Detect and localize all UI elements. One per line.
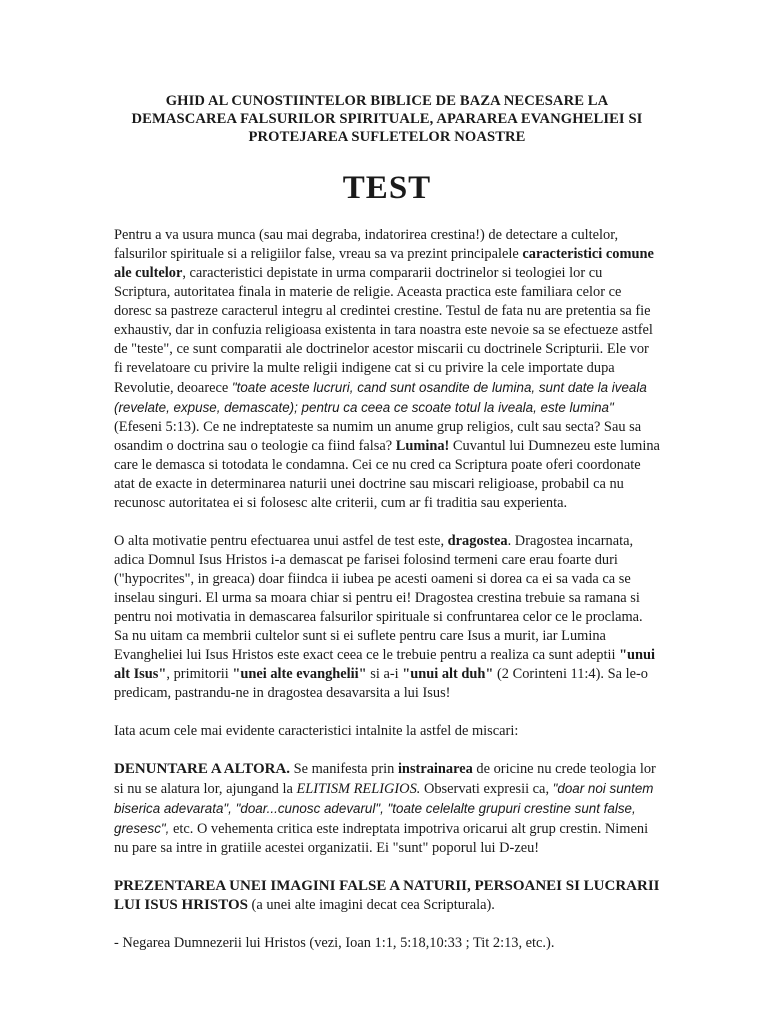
paragraph-denuntare: [114, 760, 660, 858]
bold-text: dragostea: [447, 533, 508, 549]
document-title: TEST: [342, 170, 432, 206]
bold-text: "unui alt Isus": [114, 647, 656, 682]
text: Observati expresii ca,: [420, 781, 553, 797]
bold-text: caracteristici comune ale cultelor: [114, 246, 654, 281]
paragraph-intro: [114, 226, 660, 513]
scripture-quote: "toate aceste lucruri, cand sunt osandite de lumina, sunt date la iveala (revelate, expuse, demascate); pentru ca ceea ce scoate totul la iveala, este lumina": [114, 380, 647, 415]
bold-text: "unui alt duh": [402, 666, 494, 682]
quote-text: "doar noi suntem biserica adevarata", "doar...cunosc adevarul", "toate celelalte grupuri crestine sunt false, gresesc",: [114, 781, 654, 836]
section-heading: DENUNTARE A ALTORA.: [114, 761, 291, 777]
section-heading: PREZENTAREA UNEI IMAGINI FALSE A NATURII, PERSOANEI SI LUCRARII LUI ISUS HRISTOS: [114, 878, 660, 913]
text: , primitorii: [166, 666, 233, 682]
text: (Efeseni 5:13). Ce ne indreptateste sa numim un anume grup religios, cult sau secta? Sau sa osandim o doctrina sau o teologie ca fiind falsa?: [114, 419, 642, 454]
document-page: [114, 92, 660, 972]
text: . Dragostea incarnata, adica Domnul Isus Hristos i-a demascat pe farisei folosind termeni care erau foarte duri ("hypocrites", in greaca) doar fiindca ii iubea pe acesti oameni si dorea ca ei sa vada ca se inselau singuri. El urma sa moara chiar si pentru ei! Dragostea crestina trebuie sa ramana si pentru noi motivatia in demascarea falsurilor spirituale si confruntarea celor ce le proclama. Sa nu uitam ca membrii cultelor sunt si ei suflete pentru care Isus a murit, iar Lumina Evangheliei lui Isus Hristos este exact ceea ce le trebuie pentru a realiza ca sunt adeptii: [114, 533, 643, 663]
bold-text: "unei alte evanghelii": [232, 666, 367, 682]
bold-text: instrainarea: [397, 761, 473, 777]
text: (2 Corinteni 11:4). Sa le-o predicam, pastrandu-ne in dragostea desavarsita a lui Isus!: [114, 666, 648, 701]
text: si a-i: [366, 666, 403, 682]
bold-text: Lumina!: [395, 438, 450, 454]
text: (a unei alte imagini decat cea Scripturala).: [247, 897, 495, 913]
paragraph-motivation: [114, 532, 660, 703]
italic-text: ELITISM RELIGIOS.: [296, 781, 421, 797]
text: Pentru a va usura munca (sau mai degraba, indatorirea crestina!) de detectare a cultelor, falsurilor spirituale si a religiilor false, vreau sa va prezint principalele: [114, 227, 619, 262]
document-heading: GHID AL CUNOSTIINTELOR BIBLICE DE BAZA NECESARE LA DEMASCAREA FALSURILOR SPIRITUALE, APARAREA EVANGHELIEI SI PROTEJAREA SUFLETELOR NOASTRE: [131, 93, 643, 145]
text: Se manifesta prin: [290, 761, 398, 777]
paragraph-prezentarea: [114, 877, 660, 915]
text: O alta motivatie pentru efectuarea unui astfel de test este,: [114, 533, 448, 549]
text: etc. O vehementa critica este indreptata impotriva oricarui alt grup crestin. Nimeni nu pare sa intre in gratiile acestei organizatii. Ei "sunt" poporul lui D-zeu!: [114, 821, 649, 856]
text: Cuvantul lui Dumnezeu este lumina care le demasca si totodata le condamna. Cei ce nu cred ca Scriptura poate oferi coordonate atat de exacte in determinarea naturii unei doctrine sau miscari religioase, probabil ca nu recunosc autoritatea ei si folosesc alte criterii, cum ar fi traditia sau experienta.: [114, 438, 660, 511]
text: de oricine nu crede teologia lor si nu se alatura lor, ajungand la: [114, 761, 656, 797]
text: , caracteristici depistate in urma compararii doctrinelor si teologiei lor cu Scriptura, autoritatea finala in materie de religie. Aceasta practica este familiara celor ce doresc sa pastreze caracterul integru al credintei crestine. Testul de fata nu are pretentia sa fie exhaustiv, dar in confuzia religioasa existenta in tara noastra este nevoie sa se efectueze astfel de "teste", ce sunt comparatii ale doctrinelor acestor miscarii cu doctrinele Scripturii. Ele vor fi revelatoare cu privire la multe religii indigene cat si cu privire la cele importate dupa Revolutie, deoarece: [114, 265, 653, 396]
paragraph-intro-list: Iata acum cele mai evidente caracteristici intalnite la astfel de miscari:: [114, 723, 519, 739]
list-item: - Negarea Dumnezerii lui Hristos (vezi, Ioan 1:1, 5:18,10:33 ; Tit 2:13, etc.).: [114, 935, 555, 951]
